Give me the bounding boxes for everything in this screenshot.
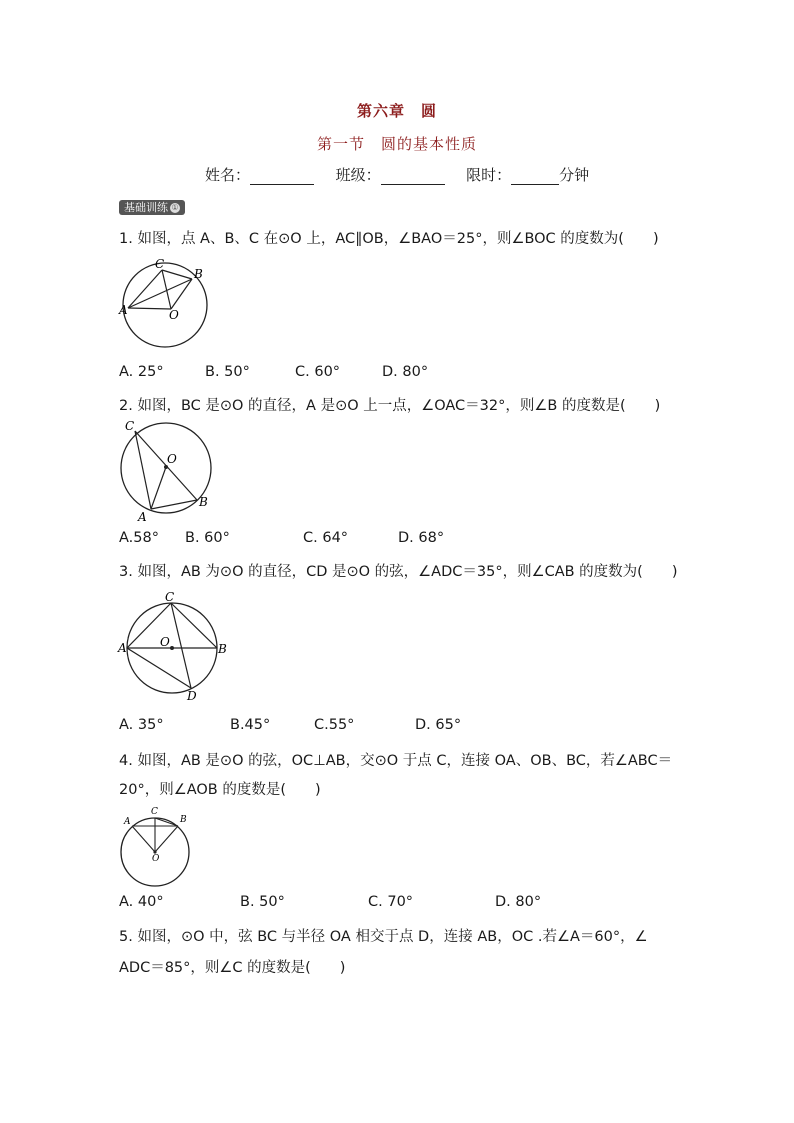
question-2-option-b[interactable]: B. 60° xyxy=(185,530,230,546)
label-a: A xyxy=(138,510,147,523)
label-b: B xyxy=(218,642,227,656)
question-2-option-a[interactable]: A.58° xyxy=(119,530,159,546)
question-3-figure xyxy=(115,590,230,705)
label-a: A xyxy=(119,303,128,317)
question-1-figure xyxy=(115,255,215,355)
question-2-text: 2. 如图，BC 是⊙O 的直径，A 是⊙O 上一点，∠OAC＝32°，则∠B 的度数是( ) xyxy=(119,398,661,414)
label-c: C xyxy=(151,807,158,817)
question-2-option-c[interactable]: C. 64° xyxy=(303,530,349,546)
question-4-option-c[interactable]: C. 70° xyxy=(368,894,414,910)
label-o: O xyxy=(167,452,177,466)
section-title: 第一节 圆的基本性质 xyxy=(316,135,477,153)
question-3-text: 3. 如图，AB 为⊙O 的直径，CD 是⊙O 的弦，∠ADC＝35°，则∠CAB 的度数为( ) xyxy=(119,564,678,580)
time-label: 限时： xyxy=(466,166,512,184)
class-label: 班级： xyxy=(335,166,381,184)
question-2-option-d[interactable]: D. 68° xyxy=(398,530,445,546)
question-3-option-b[interactable]: B.45° xyxy=(230,717,271,733)
question-1-option-a[interactable]: A. 25° xyxy=(119,364,164,380)
question-3-option-a[interactable]: A. 35° xyxy=(119,717,164,733)
question-5-text-line-2: ADC＝85°，则∠C 的度数是( ) xyxy=(119,960,346,976)
question-4-option-d[interactable]: D. 80° xyxy=(495,894,542,910)
label-b: B xyxy=(194,267,203,281)
time-unit: 分钟 xyxy=(559,166,590,184)
question-1-option-b[interactable]: B. 50° xyxy=(205,364,250,380)
badge-label: 基础训练 xyxy=(124,201,168,214)
question-4-figure xyxy=(115,802,195,887)
label-a: A xyxy=(118,641,127,655)
time-blank[interactable] xyxy=(511,170,559,185)
label-c: C xyxy=(155,257,165,271)
question-1-option-d[interactable]: D. 80° xyxy=(382,364,429,380)
question-4-text-line-2: 20°，则∠AOB 的度数是( ) xyxy=(119,782,321,798)
student-info-line xyxy=(205,164,589,185)
class-blank[interactable] xyxy=(381,170,445,185)
section-badge xyxy=(119,200,185,215)
badge-number: ① xyxy=(171,203,179,212)
label-o: O xyxy=(169,308,179,322)
label-d: D xyxy=(187,689,197,703)
label-o: O xyxy=(160,635,170,649)
label-o: O xyxy=(152,854,160,864)
chapter-title: 第六章 圆 xyxy=(356,102,437,120)
question-5-text-line-1: 5. 如图，⊙O 中，弦 BC 与半径 OA 相交于点 D，连接 AB，OC .若∠A＝60°，∠ xyxy=(119,929,648,945)
label-b: B xyxy=(180,815,187,825)
question-3-option-c[interactable]: C.55° xyxy=(314,717,355,733)
label-b: B xyxy=(199,495,208,509)
question-1-option-c[interactable]: C. 60° xyxy=(295,364,341,380)
question-4-option-b[interactable]: B. 50° xyxy=(240,894,285,910)
question-2-figure xyxy=(115,418,220,523)
name-blank[interactable] xyxy=(250,170,314,185)
question-3-option-d[interactable]: D. 65° xyxy=(415,717,462,733)
question-4-option-a[interactable]: A. 40° xyxy=(119,894,164,910)
label-a: A xyxy=(124,817,131,827)
question-4-text-line-1: 4. 如图，AB 是⊙O 的弦，OC⊥AB，交⊙O 于点 C，连接 OA、OB、BC，若∠ABC＝ xyxy=(119,753,673,769)
label-c: C xyxy=(125,419,135,433)
name-label: 姓名： xyxy=(205,166,251,184)
label-c: C xyxy=(165,590,175,604)
question-1-text: 1. 如图，点 A、B、C 在⊙O 上，AC∥OB，∠BAO＝25°，则∠BOC 的度数为( ) xyxy=(119,231,659,247)
